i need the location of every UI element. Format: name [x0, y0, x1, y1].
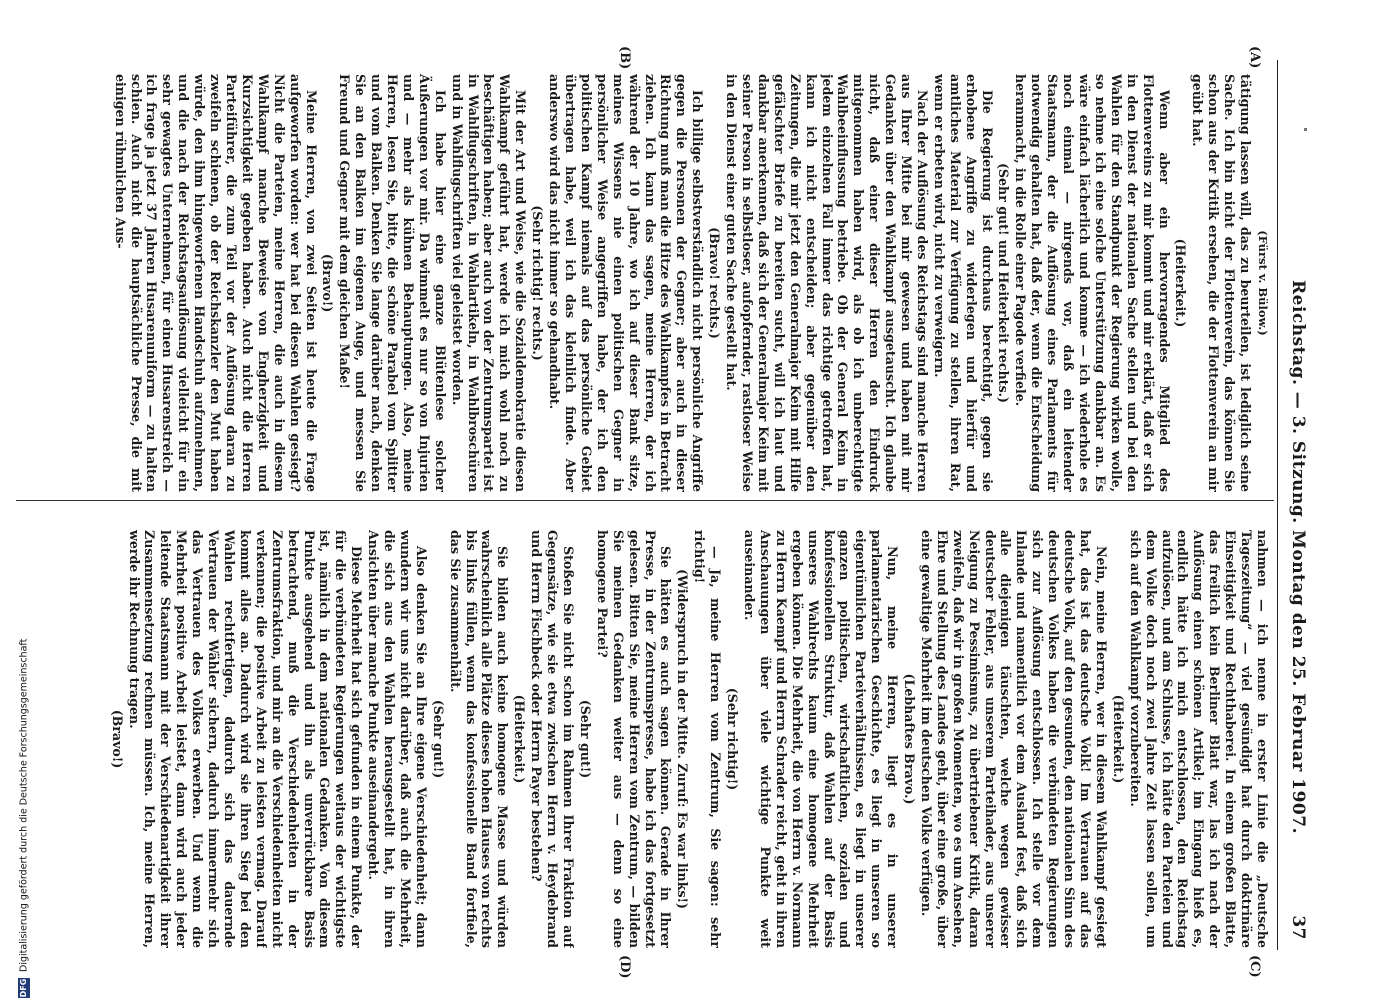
reaction: (Heiterkeit.) [512, 694, 528, 784]
paragraph: — Ja, meine Herren vom Zentrum, Sie sagen: sehr richtig! [692, 530, 724, 948]
paragraph: Sie bilden auch keine homogene Masse und würden wahrscheinlich alle Plätze dieses hohen Hauses von rechts bis links füllen, wenn das konfessionelle Band fortfiele, das Sie zusammenhält. [447, 530, 511, 948]
column-divider [16, 500, 1274, 501]
scan-speck [1304, 128, 1307, 131]
paragraph: Mit der Art und Weise, wie die Sozialdemokratie diesen Wahlkampf geführt hat, werde ich mich wohl noch zu beschäftigen haben; aber auch von der Zentrumspartei ist in Wahlflugschriften, in Wahlartikeln, in Wahlbroschüren und in Wahlflugschriften viel geleistet worden. [449, 74, 529, 492]
reaction: (Bravo!) [109, 709, 125, 769]
reaction: (Sehr richtig!) [725, 687, 741, 791]
running-head [1282, 70, 1308, 940]
reaction: (Bravo! rechts.) [707, 227, 723, 339]
funding-note [18, 0, 38, 998]
paragraph: Nach der Auflösung des Reichstags sind manche Herren aus Ihrer Mitte bei mir gewesen und haben mit mir Gedanken über den Wahlkampf ausgetauscht. Ich glaube nicht, daß einer dieser Herren den Eindruck mitgenommen haben wird, als ob ich unberechtigte Wahlbeeinflussung betriebe. Ob der General Keim in jedem einzelnen Fall immer das richtige getroffen hat, kann ich nicht entscheiden; aber gegenüber den Zeitungen, die mir jetzt den Generalmajor Keim mit Hilfe gefälschter Briefe zu bereiten sucht, will ich laut und dankbar anerkennen, daß sich der Generalmajor Keim mit seiner Person in selbstloser, aufopfernder, rastloser Weise in den Dienst einer guten Sache gestellt hat. [724, 74, 930, 492]
reaction: (Bravo!) [320, 253, 336, 313]
reaction: (Sehr gut!) [577, 699, 593, 779]
paragraph: Wenn aber ein hervorragendes Mitglied des Flottenvereins zu mir kommt und mir erklärt, daß er sich in den Dienst der nationalen Sache stellen und bei den Wahlen für den Standpunkt der Regierung wirken wolle, so nehme ich eine solche Unterstützung dankbar an. Es wäre einfach lächerlich und komme — ich wiederhole es noch einmal — nirgends vor, daß ein leitender Staatsmann, der die Auflösung eines Parlaments für notwendig gehalten hat, daß der, wenn die Entscheidung heranmacht, in die Rolle einer Pagode verfiele. [1013, 74, 1172, 492]
funding-note-text: Digitalisierung gefördert durch die Deutsche Forschungsgemeinschaft [18, 638, 30, 972]
paragraph: Nein, meine Herren, wer in diesem Wahlkampf gesiegt hat, das ist das deutsche Volk! Im Vertrauen auf das deutsche Volk, auf den gesunden, den nationalen Sinn des deutschen Volkes haben die verbündeten Regierungen sich zur Auflösung entschlossen. Ich stelle vor dem Inlande und namentlich vor dem Ausland fest, daß sich alle diejenigen täuschten, welche wegen gewisser deutscher Fehler, aus unserem Parteihader, aus unserer Neigung zu Pessimismus, zu übertriebener Kritik, daran zweifeln, daß wir in großen Momenten, wo es um Ansehen, Ehre und Stellung des Landes geht, über eine große, über eine gewaltige Mehrheit im deutschen Volke verfügen. [918, 530, 1109, 948]
header-rule [1277, 60, 1278, 950]
rotated-page [2, 0, 1322, 1000]
paragraph: Diese Mehrheit hat sich gefunden in einem Punkte, der für die verbündeten Regierungen weitaus der wichtigste ist, nämlich in dem nationalen Gedanken. Von diesem Punkte ausgehend und ihn als unverrückbare Basis betrachtend, muß die Verschiedenheiten in der Zentrumsfraktion, und mir an die Verschiedenheiten nicht verkennen; die positive Arbeit zu leisten vermag. Darauf kommt alles an. Dadurch wird sie ihren Sieg bei den Wahlen rechtfertigen, dadurch sich das dauernde Vertrauen der Wähler sichern, dadurch immermehr sich das Vertrauen des Volkes erwerben. Und wenn die Mehrheit positive Arbeit leistet, dann wird auch jeder leitende Staatsmann mit der Verschiedenartigkeit ihrer Zusammensetzung rechnen müssen. Ich, meine Herren, werde ihr Rechnung tragen. [126, 530, 365, 948]
reaction: (Heiterkeit.) [1110, 694, 1126, 784]
reaction: (Sehr gut!) [430, 699, 446, 779]
paragraph: tätigung lassen will, das zu beurteilen, ist lediglich seine Sache. Ich bin nicht der Flottenverein, das können Sie schon aus der Kritik ersehen, die der Flottenverein an mir geübt hat. [1190, 74, 1254, 492]
paragraph: Meine Herren, von zwei Seiten ist heute die Frage aufgeworfen worden: wer hat bei diesen Wahlen gesiegt? Nicht die Parteien, meine Herren, die auch in diesem Wahlkampf manche Beweise von Engherzigkeit und Kurzsichtigkeit gegeben haben. Auch nicht die Herren Parteiführer, die zum Teil vor der Auflösung daran zu zweifeln schienen, ob der Reichskanzler den Mut haben würde, den ihm hingeworfenen Handschuh aufzunehmen, und die nach der Reichstagsauflösung vielleicht für ein sehr gewagtes Unternehmen, für einen Husarenstreich — ich frage ja jetzt 37 Jahren Husarenuniform — zu halten schien. Auch nicht die hauptsächliche Presse, die mit einigen rühmlichen Aus- [112, 74, 319, 492]
paragraph: Nun, meine Herren, liegt es in unserer parlamentarischen Geschichte, es liegt in unseren so eigentümlichen Parteiverhältnissen, es liegt in unserer ganzen politischen, wirtschaftlichen, sozialen und konfessionellen Struktur, daß Wahlen auf der Basis unseres Wahlrechts kaum eine homogene Mehrheit ergeben können. Die Mehrheit, die von Herrn v. Normann zu Herrn Kaempf und Herrn Schrader reicht, geht in ihren Anschauungen über viele wichtige Punkte weit auseinander. [742, 530, 901, 948]
paragraph: Sie hätten es auch sagen können. Gerade in Ihrer Presse, in der Zentrumspresse, habe ich das fortgesetzt gelesen. Bitten Sie, meine Herren vom Zentrum, — bilden Sie meinen Gedanken weiter aus — denn so eine homogene Partei? [594, 530, 674, 948]
page-title: Reichstag. — 3. Sitzung. Montag den 25. Februar 1907. [1288, 280, 1308, 834]
paragraph: nahmen — ich nenne in erster Linie die „Deutsche Tageszeitung“ — viel gesündigt hat durch doktrinäre Einseitigkeit und Rechthaberei. In einem großen Blatte, das freilich kein Berliner Blatt war, las ich nach der Auflösung einen schönen Artikel; im Eingang hieß es, endlich hätte ich mich entschlossen, den Reichstag aufzulösen, und am Schlusse, ich hätte den Parteien und dem Volke doch noch zwei Jahre Zeit lassen sollen, um sich auf den Wahlkampf vorzubereiten. [1127, 530, 1270, 948]
reaction: (Heiterkeit.) [1173, 238, 1189, 328]
reaction: (Widerspruch in der Mitte. Zuruf: Es war links!) [675, 568, 691, 910]
reaction: (Lebhaftes Bravo.) [902, 673, 918, 805]
right-column [18, 530, 1270, 948]
paragraph: Also denken Sie an Ihre eigene Verschiedenheit; dann wundern wir uns nicht darüber, daß auch die Mehrheit, die sich aus den Wahlen herausgestellt hat, in ihren Ansichten über manche Punkte auseinandergeht. [366, 530, 429, 948]
left-column [18, 74, 1270, 492]
reaction: (Sehr richtig! rechts.) [530, 205, 546, 361]
margin-mark-d: (D) [617, 955, 632, 979]
speaker-label: (Fürst v. Bülow.) [1256, 230, 1270, 336]
margin-mark-a: (A) [1247, 46, 1262, 69]
paragraph: Ich habe hier eine ganze Blütenlese solcher Äußerungen vor mir. Da wimmelt es nur so von Injurien und — mehr als kühnen Behauptungen. Also, meine Herren, lesen Sie, bitte, die schöne Parabel vom Splitter und vom Balken. Denken Sie lange darüber nach, denken Sie an den Balken im eigenen Auge, und messen Sie Freund und Gegner mit dem gleichen Maße! [337, 74, 448, 492]
page-number: 37 [1288, 915, 1308, 940]
margin-mark-b: (B) [617, 46, 632, 70]
paragraph: Die Regierung ist durchaus berechtigt, gegen sie erhobene Angriffe zu widerlegen und hierfür und amtliches Material zur Verfügung zu stellen, ihren Rat, wenn er erbeten wird, nicht zu verweigern. [931, 74, 995, 492]
margin-mark-c: (C) [1247, 955, 1262, 978]
paragraph: Stoßen Sie nicht schon im Rahmen Ihrer Fraktion auf Gegensätze, wie sie etwa zwischen Herrn v. Heydebrand und Herrn Fischbeck oder Herrn Payer bestehen? [529, 530, 577, 948]
paragraph: Ich billige selbstverständlich nicht persönliche Angriffe gegen die Personen der Gegner; aber auch in dieser Richtung muß man die Hitze des Wahlkampfes in Betracht ziehen. Ich kann das sagen, meine Herren, der ich während der 10 Jahre, wo ich auf dieser Bank sitze, meines Wissens nie einen politischen Gegner in persönlicher Weise angegriffen habe, der ich den politischen Kampf niemals auf das persönliche Gebiet übertragen habe, weil ich das kleinlich finde. Aber anderswo wird das nicht immer so gehandhabt. [547, 74, 706, 492]
reaction: (Sehr gut! und Heiterkeit rechts.) [996, 162, 1012, 404]
dfg-logo-icon: DFG [19, 978, 28, 998]
